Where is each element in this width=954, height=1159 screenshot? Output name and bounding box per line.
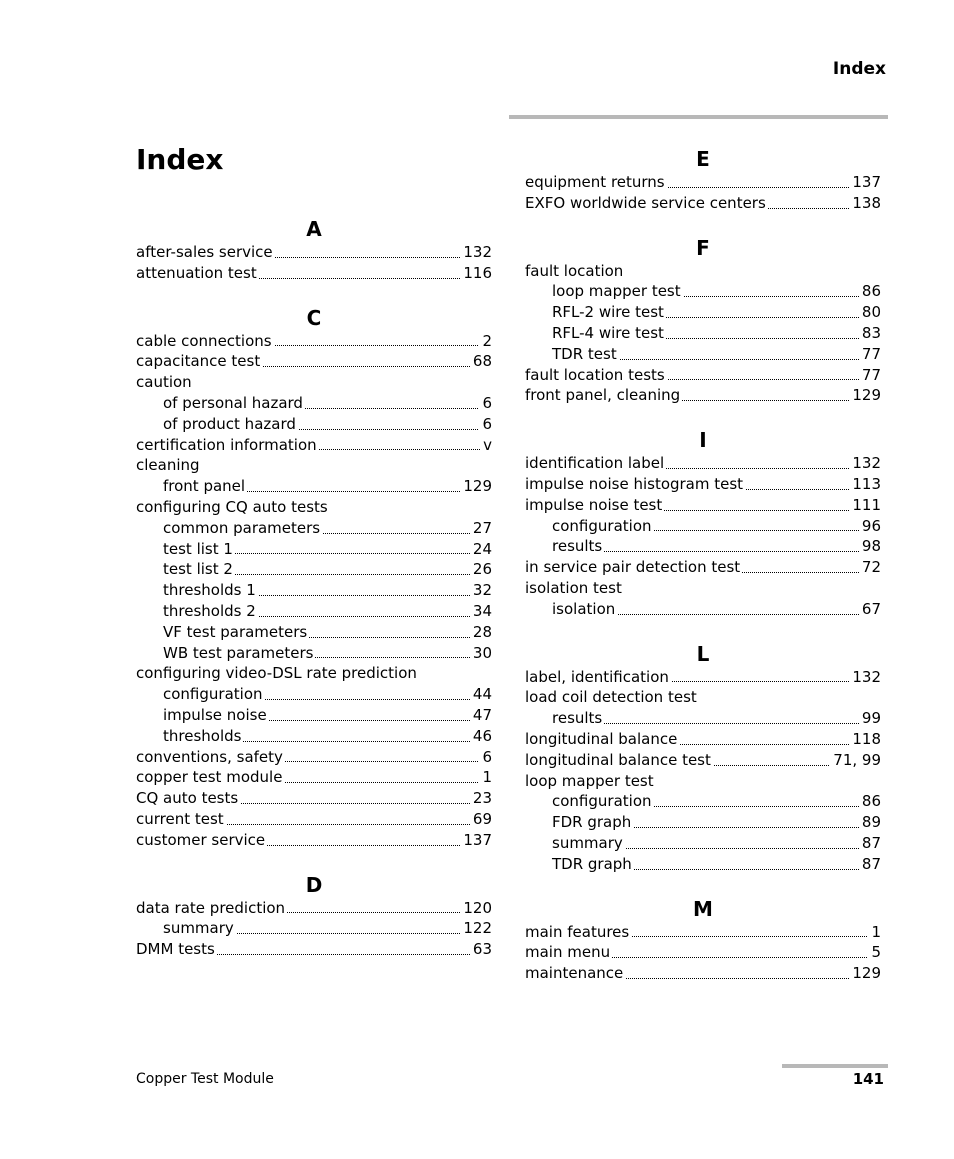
index-term: of personal hazard [163,393,303,412]
index-term: impulse noise test [525,495,663,514]
index-section-e [525,146,881,214]
index-term: RFL-2 wire test [552,303,664,322]
section-letter: F [696,235,710,260]
index-subentry [163,601,492,622]
index-subentry [163,414,492,435]
index-page-ref: 96 [859,516,881,537]
index-page-ref: 6 [479,393,492,414]
index-page-ref: 87 [859,833,881,854]
index-page-ref: 120 [460,898,492,919]
index-section-f [525,235,881,407]
index-entry [525,750,881,771]
index-subentry [163,559,492,580]
index-term: TDR test [552,344,617,363]
index-entry [525,453,881,474]
index-term: results [552,709,603,728]
index-page-ref: 86 [859,281,881,302]
index-page-ref: 87 [859,854,881,875]
index-page-ref: 47 [470,705,492,726]
index-page-ref: 23 [470,788,492,809]
index-term: results [552,537,603,556]
index-term: TDR graph [552,854,632,873]
index-column-right [525,146,881,984]
index-subentry [163,643,492,664]
footer-product-name: Copper Test Module [136,1071,274,1087]
index-term: after-sales service [136,243,273,261]
index-page-ref: 132 [460,242,492,263]
index-subentry [163,918,492,939]
index-page-ref: 27 [470,518,492,539]
index-page-ref: 89 [859,812,881,833]
index-entry [136,788,492,809]
index-page-ref: 28 [470,622,492,643]
index-term: common parameters [163,518,321,537]
index-page-ref: 63 [470,939,492,960]
index-page-ref: 116 [460,263,492,284]
index-page-ref: 129 [460,476,492,497]
index-subentry [163,580,492,601]
index-page-ref: 138 [849,193,881,214]
index-page-ref: 129 [849,963,881,984]
index-subentry [552,323,881,344]
index-term: CQ auto tests [136,789,239,808]
index-entry [136,767,492,788]
index-term: EXFO worldwide service centers [525,193,766,212]
index-entry [525,942,881,963]
index-entry [136,663,492,684]
index-term: configuring CQ auto tests [136,497,328,516]
section-letter: E [696,147,710,171]
index-entry [525,963,881,984]
index-subentry [552,281,881,302]
index-entry [525,172,881,193]
index-page-ref: 30 [470,643,492,664]
index-subentry [163,476,492,497]
index-term: label, identification [525,667,669,686]
index-page-ref: 6 [479,414,492,435]
index-entry [136,263,492,284]
index-term: configuration [552,792,652,811]
index-term: front panel [163,477,246,496]
index-page-ref: 69 [470,809,492,830]
index-page-ref: 118 [849,729,881,750]
index-subentry [552,536,881,557]
index-term: thresholds 2 [163,601,256,620]
section-letter: I [699,428,707,453]
index-page-ref: 34 [470,601,492,622]
section-letter: M [693,896,713,921]
index-page-ref: 26 [470,559,492,580]
index-section-i [525,427,881,619]
index-subentry [163,539,492,560]
index-term: of product hazard [163,414,296,433]
index-term: configuration [163,685,263,704]
index-entry [525,385,881,406]
index-term: data rate prediction [136,898,286,917]
index-term: copper test module [136,768,283,787]
index-term: main menu [525,943,611,962]
index-term: DMM tests [136,940,215,959]
index-section-c [136,305,492,851]
index-term: configuration [552,516,652,535]
index-page-ref: 80 [859,302,881,323]
index-term: caution [136,373,192,392]
index-page-ref: 98 [859,536,881,557]
index-page-ref: 77 [859,365,881,386]
index-term: cleaning [136,456,200,475]
index-subentry [163,684,492,705]
index-entry [525,687,881,708]
index-entry [525,922,881,943]
index-page-ref: 122 [460,918,492,939]
index-entry [525,474,881,495]
footer-page-number: 141 [852,1070,884,1088]
index-term: maintenance [525,964,624,983]
index-section-l [525,641,881,875]
index-subentry [552,302,881,323]
index-term: test list 1 [163,539,233,558]
index-page-ref: v [480,435,492,456]
index-entry [525,193,881,214]
index-page-ref: 111 [849,495,881,516]
index-term: main features [525,922,630,941]
index-entry [136,830,492,851]
index-term: summary [552,833,623,852]
index-entry [525,557,881,578]
index-subentry [552,854,881,875]
index-term: longitudinal balance test [525,750,711,769]
index-entry [136,809,492,830]
index-entry [136,331,492,352]
index-term: equipment returns [525,173,665,191]
index-entry [525,771,881,792]
index-term: FDR graph [552,813,632,832]
index-term: isolation [552,599,616,618]
index-term: conventions, safety [136,747,283,766]
index-page-ref: 5 [868,942,881,963]
index-page-ref: 6 [479,747,492,768]
index-term: WB test parameters [163,643,314,662]
page-title: Index [136,143,224,176]
index-term: fault location [525,261,624,280]
index-term: RFL-4 wire test [552,323,664,342]
index-entry [136,435,492,456]
index-term: loop mapper test [552,282,681,301]
index-page-ref: 137 [849,172,881,193]
index-entry [136,898,492,919]
index-term: cable connections [136,331,272,350]
index-term: isolation test [525,578,622,597]
index-entry [525,578,881,599]
index-entry [525,667,881,688]
index-term: attenuation test [136,263,257,282]
index-term: impulse noise [163,705,267,724]
index-subentry [552,833,881,854]
index-entry [136,351,492,372]
index-term: fault location tests [525,365,665,384]
index-term: identification label [525,454,665,473]
index-page-ref: 1 [868,922,881,943]
index-page-ref: 99 [859,708,881,729]
index-subentry [163,518,492,539]
index-entry [136,497,492,518]
index-subentry [163,393,492,414]
index-term: customer service [136,830,266,849]
index-subentry [552,791,881,812]
index-section-m [525,896,881,984]
index-term: loop mapper test [525,771,654,790]
index-page-ref: 83 [859,323,881,344]
index-subentry [552,708,881,729]
index-term: VF test parameters [163,622,308,641]
index-term: test list 2 [163,560,233,579]
index-subentry [163,622,492,643]
index-subentry [163,705,492,726]
index-page-ref: 71, 99 [830,750,881,771]
index-page-ref: 44 [470,684,492,705]
index-term: longitudinal balance [525,729,678,748]
index-page-ref: 68 [470,351,492,372]
index-subentry [552,516,881,537]
index-term: impulse noise histogram test [525,474,744,493]
index-subentry [552,344,881,365]
header-rule [509,115,888,119]
index-term: capacitance test [136,352,261,371]
section-letter: A [306,217,322,241]
index-entry [136,242,492,263]
index-page-ref: 86 [859,791,881,812]
index-entry [136,939,492,960]
index-page-ref: 132 [849,453,881,474]
section-letter: C [306,305,322,330]
index-entry [136,455,492,476]
footer-rule [782,1064,888,1068]
index-term: current test [136,809,224,828]
index-term: configuring video-DSL rate prediction [136,664,417,683]
index-page-ref: 67 [859,599,881,620]
index-page-ref: 137 [460,830,492,851]
index-entry [136,372,492,393]
index-term: thresholds [163,726,242,745]
index-page-ref: 1 [479,767,492,788]
index-subentry [552,812,881,833]
index-term: load coil detection test [525,688,697,707]
index-section-a [136,216,492,284]
section-letter: L [696,641,710,666]
index-term: summary [163,919,234,938]
index-page-ref: 2 [479,331,492,352]
index-page-ref: 32 [470,580,492,601]
index-page-ref: 24 [470,539,492,560]
index-page-ref: 113 [849,474,881,495]
index-page-ref: 129 [849,385,881,406]
index-page-ref: 46 [470,726,492,747]
index-section-d [136,872,492,960]
section-letter: D [305,872,323,897]
index-page-ref: 77 [859,344,881,365]
index-page-ref: 72 [859,557,881,578]
index-subentry [552,599,881,620]
index-term: certification information [136,435,317,454]
index-entry [136,747,492,768]
index-term: front panel, cleaning [525,386,681,405]
index-entry [525,729,881,750]
index-entry [525,365,881,386]
index-entry [525,495,881,516]
index-entry [525,261,881,282]
index-term: thresholds 1 [163,581,256,600]
index-term: in service pair detection test [525,558,741,577]
running-header-title: Index [832,59,886,79]
index-subentry [163,726,492,747]
index-page-ref: 132 [849,667,881,688]
index-column-left [136,216,492,960]
